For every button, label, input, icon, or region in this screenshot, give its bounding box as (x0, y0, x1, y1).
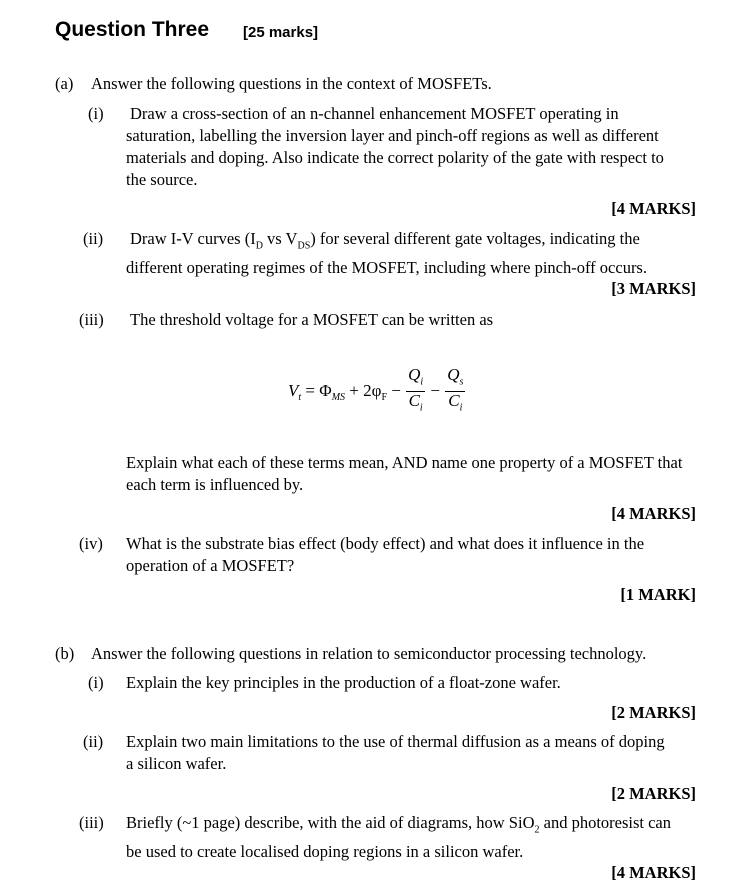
b-ii-marks: [2 MARKS] (611, 784, 696, 803)
b-i-label: (i) (88, 673, 104, 692)
a-i-marks: [4 MARKS] (611, 199, 696, 218)
a-iv-marks: [1 MARK] (620, 585, 696, 604)
b-iii-text: Briefly (~1 page) describe, with the aid of diagrams, how SiO$_2$ and photoresist can be used to create localised doping regions in a silicon wafer. (126, 813, 672, 862)
b-i-text: Explain the key principles in the production of a float-zone wafer. (126, 673, 561, 692)
b-iii-marks: [4 MARKS] (611, 863, 696, 882)
b-ii-label: (ii) (83, 732, 104, 751)
a-iv-label: (iv) (79, 534, 103, 553)
question-title: Question Three (55, 18, 210, 41)
part-b-label: (b) (55, 644, 75, 663)
b-i-marks: [2 MARKS] (611, 703, 696, 722)
part-a-label: (a) (55, 74, 74, 93)
fraction-qi-ci: $\frac{Q_i}{C_i}$ (408, 365, 424, 414)
a-ii-text: Draw I-V curves ($I_D$ vs $V_{DS}$) for several different gate voltages, indicating the different operating regimes of the MOSFET, including where pinch-off occurs. (126, 229, 647, 278)
a-iii-label: (iii) (79, 310, 104, 329)
a-iii-explain: Explain what each of these terms mean, AND name one property of a MOSFET that each term is influenced by. (126, 453, 683, 494)
a-iii-text: The threshold voltage for a MOSFET can be written as (130, 310, 494, 329)
b-ii-text: Explain two main limitations to the use of thermal diffusion as a means of doping a silicon wafer. (126, 732, 665, 773)
a-iii-marks: [4 MARKS] (611, 504, 696, 523)
part-a-intro: Answer the following questions in the context of MOSFETs. (91, 74, 492, 93)
a-i-label: (i) (88, 104, 104, 123)
a-i-text: Draw a cross-section of an n-channel enhancement MOSFET operating in saturation, labelling the inversion layer and pinch-off regions as well as different materials and doping. Also indicate the correct polarity of the gate with respect to the source. (126, 104, 664, 189)
b-iii-label: (iii) (79, 813, 104, 832)
fraction-qs-ci: $\frac{Q_s}{C_i}$ (447, 365, 464, 414)
question-total-marks: [25 marks] (243, 24, 319, 41)
a-iv-text: What is the substrate bias effect (body effect) and what does it influence in the operation of a MOSFET? (126, 534, 645, 575)
a-ii-label: (ii) (83, 229, 104, 248)
threshold-voltage-equation: $V_t = \Phi_{MS} + 2\varphi_F$ − $\frac{Q_i}{C_i}$ − $\frac{Q_s}{C_i}$ (288, 366, 466, 418)
part-b-intro: Answer the following questions in relation to semiconductor processing technology. (91, 644, 647, 663)
a-ii-marks: [3 MARKS] (611, 279, 696, 298)
